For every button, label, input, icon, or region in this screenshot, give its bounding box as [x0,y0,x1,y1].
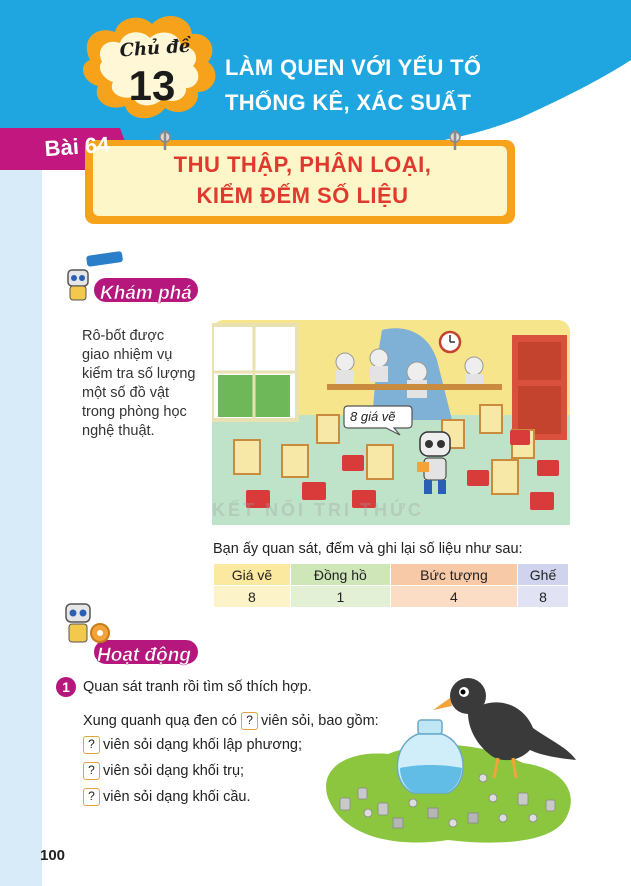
lesson-label: Bài 64 [43,131,111,162]
table-value-cell: 1 [290,586,390,608]
crow-illustration [318,668,580,848]
answer-box[interactable]: ? [83,736,100,754]
chapter-title-line1: LÀM QUEN VỚI YẾU TỐ [225,55,482,80]
watermark: KẾT NỐI TRI THỨC [212,500,424,520]
answer-box[interactable]: ? [83,762,100,780]
table-header-cell: Bức tượng [390,564,517,586]
table-header-cell: Ghế [518,564,569,586]
task-line-4-text: viên sỏi dạng khối cầu. [103,788,251,805]
window-icon [212,325,297,420]
explore-heading: Khám phá [100,283,192,304]
task-line-1-before: Xung quanh quạ đen có [83,712,237,729]
answer-box[interactable]: ? [83,788,100,806]
table-header-cell: Đồng hồ [290,564,390,586]
jar-icon [397,720,463,793]
table-header-row [214,564,569,586]
lesson-title-line1: THU THẬP, PHÂN LOẠI, [173,152,432,177]
topic-number: 13 [128,62,176,109]
task-line-2 [83,736,302,754]
intro-line: nghệ thuật. [82,423,155,439]
intro-line: Rô-bốt được [82,328,165,344]
speech-text: 8 giá vẽ [350,409,396,424]
intro-line: kiểm tra số lượng [82,366,196,382]
page-number: 100 [40,847,66,864]
task-line-2-text: viên sỏi dạng khối lập phương; [103,736,302,753]
intro-line: giao nhiệm vụ [82,347,173,363]
lesson-title-line2: KIỂM ĐẾM SỐ LIỆU [196,183,409,208]
count-table [213,563,569,608]
intro-line: trong phòng học [82,404,187,420]
gear-robot-icon [66,604,109,642]
activity-heading: Hoạt động [97,645,191,666]
task-title: Quan sát tranh rồi tìm số thích hợp. [83,679,312,695]
table-value-row [214,586,569,608]
door-icon [512,335,567,440]
table-caption: Bạn ấy quan sát, đếm và ghi lại số liệu như sau: [213,541,523,557]
task-line-1-after: viên sỏi, bao gồm: [261,712,379,729]
answer-box[interactable]: ? [241,712,258,730]
table-value-cell: 4 [390,586,517,608]
clock-icon [440,332,460,352]
table-value-cell: 8 [518,586,569,608]
chapter-title-line2: THỐNG KÊ, XÁC SUẤT [225,90,472,115]
task-line-4 [83,788,251,806]
task-line-3-text: viên sỏi dạng khối trụ; [103,762,245,779]
table-value-cell: 8 [214,586,291,608]
explore-intro [82,327,212,441]
task-number-badge: 1 [56,677,76,697]
intro-line: một số đồ vật [82,385,170,401]
table-header-cell: Giá vẽ [214,564,291,586]
topic-label: Chủ đề [118,35,192,62]
task-line-3 [83,762,244,780]
